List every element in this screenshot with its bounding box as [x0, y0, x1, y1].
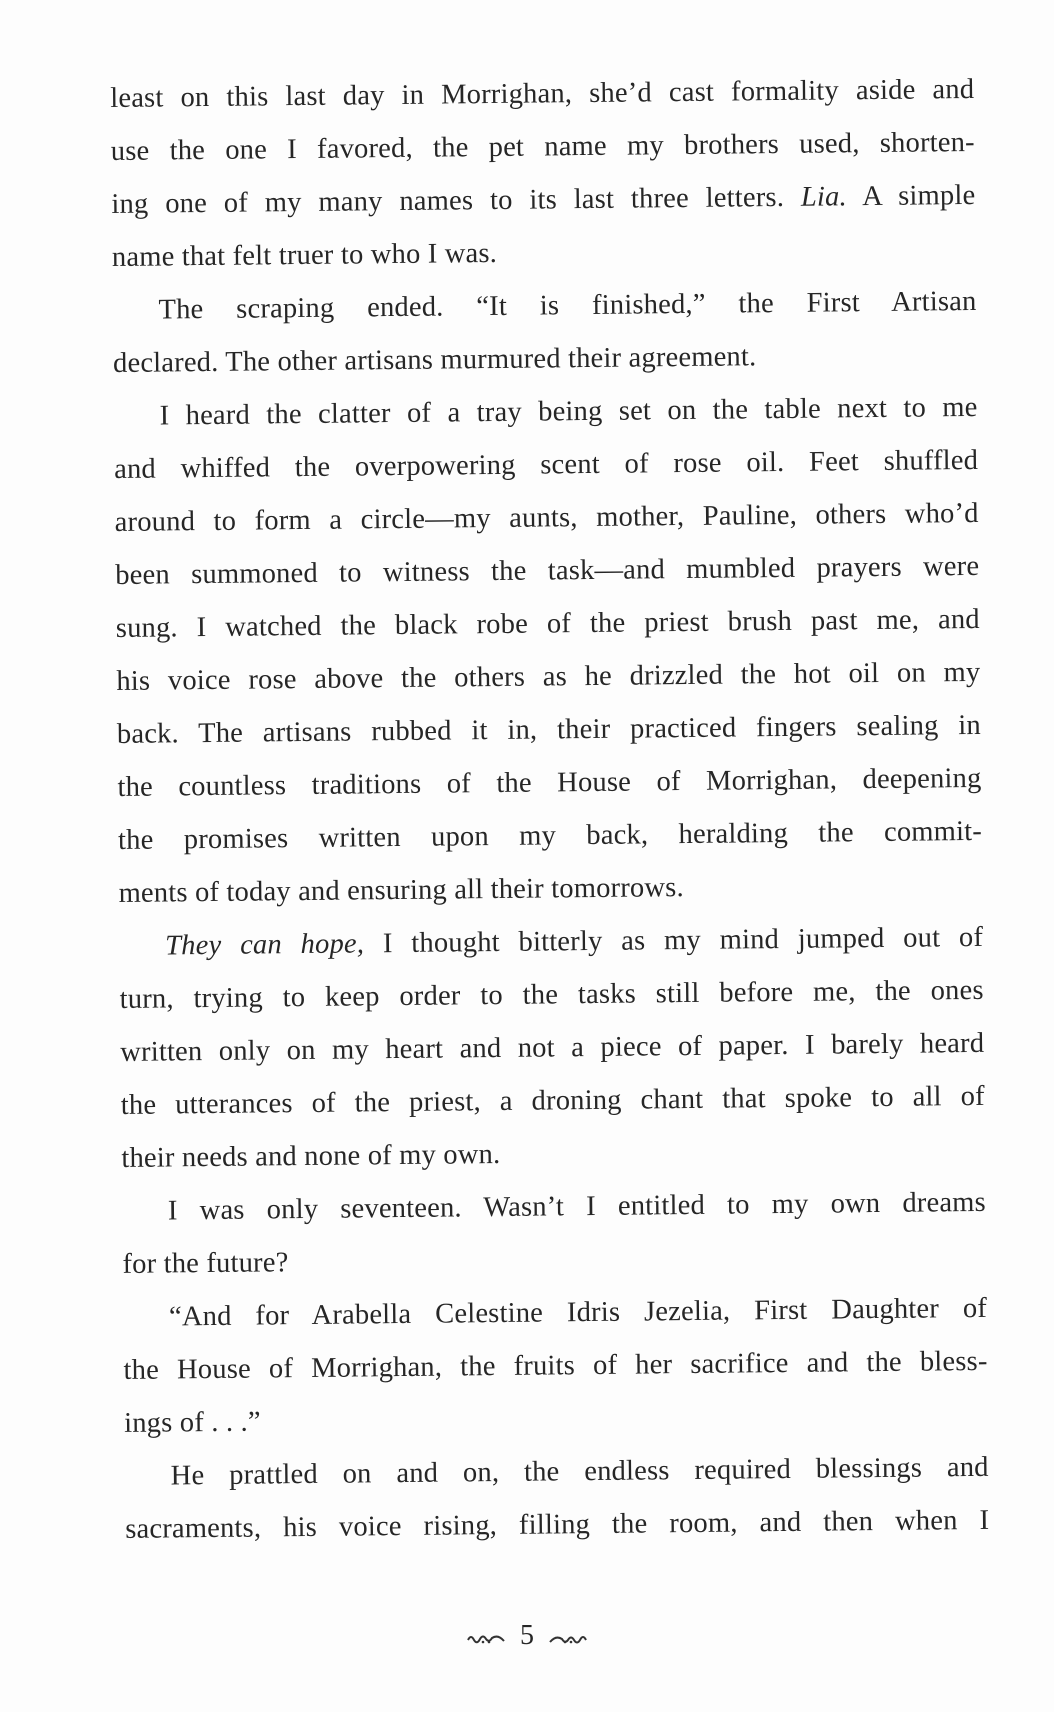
text-segment: use the one I favored, the pet name my brothers used, shorten-: [110, 126, 975, 167]
page-number: 5: [520, 1620, 534, 1651]
text-segment: his voice rose above the others as he drizzled the hot oil on my: [116, 656, 981, 697]
text-segment: He prattled on and on, the endless required blessings and: [170, 1451, 989, 1492]
text-segment: the countless traditions of the House of Morrighan, deepening: [117, 762, 982, 803]
text-line: [122, 1229, 987, 1291]
text-line: [112, 275, 977, 337]
text-segment: A simple: [846, 179, 976, 213]
italic-text: Lia.: [800, 181, 848, 213]
text-segment: their needs and none of my own.: [121, 1138, 501, 1174]
text-segment: turn, trying to keep order to the tasks still before me, the ones: [119, 974, 984, 1015]
text-segment: around to form a circle—my aunts, mother, Pauline, others who’d: [114, 497, 979, 538]
text-segment: the promises written upon my back, heralding the commit-: [117, 815, 983, 856]
text-line: [115, 540, 980, 602]
text-line: [117, 752, 982, 814]
text-segment: least on this last day in Morrighan, she’d cast formality aside and: [110, 73, 975, 114]
text-segment: name that felt truer to who I was.: [111, 237, 498, 273]
text-segment: and whiffed the overpowering scent of rose oil. Feet shuffled: [114, 444, 979, 485]
text-line: [113, 328, 978, 390]
text-line: [125, 1494, 990, 1556]
text-line: [111, 116, 976, 178]
flourish-left-icon: [466, 1630, 506, 1646]
text-line: [112, 222, 977, 284]
body-text: [110, 63, 989, 1556]
flourish-right-icon: [548, 1630, 588, 1646]
text-line: [118, 805, 983, 867]
text-segment: back. The artisans rubbed it in, their practiced fingers sealing in: [116, 709, 982, 750]
text-line: [124, 1388, 989, 1450]
text-line: [118, 858, 983, 920]
text-line: [123, 1335, 988, 1397]
text-segment: written only on my heart and not a piece of paper. I barely heard: [120, 1027, 985, 1068]
text-segment: sacraments, his voice rising, filling the room, and then when I: [125, 1504, 990, 1545]
text-line: [123, 1282, 988, 1344]
text-segment: the utterances of the priest, a droning chant that spoke to all of: [120, 1080, 985, 1121]
text-segment: declared. The other artisans murmured their agreement.: [112, 341, 757, 379]
text-line: [119, 911, 984, 973]
text-line: [114, 487, 979, 549]
text-line: [120, 1017, 985, 1079]
text-segment: for the future?: [122, 1247, 289, 1280]
text-line: [110, 63, 975, 125]
text-segment: sung. I watched the black robe of the priest brush past me, and: [115, 603, 980, 644]
text-segment: I was only seventeen. Wasn’t I entitled to my own dreams: [167, 1186, 987, 1227]
italic-text: They can hope,: [164, 928, 365, 962]
text-line: [122, 1176, 987, 1238]
text-line: [114, 434, 979, 496]
text-line: [116, 593, 981, 655]
text-segment: the House of Morrighan, the fruits of her sacrifice and the bless-: [123, 1345, 988, 1386]
text-line: [121, 1123, 986, 1185]
text-segment: I heard the clatter of a tray being set on the table next to me: [159, 391, 978, 432]
text-line: [117, 699, 982, 761]
text-segment: The scraping ended. “It is finished,” the First Artisan: [158, 285, 977, 326]
text-segment: I thought bitterly as my mind jumped out of: [363, 921, 984, 960]
text-segment: ing one of my many names to its last three letters.: [111, 181, 802, 220]
text-segment: been summoned to witness the task—and mumbled prayers were: [115, 550, 980, 591]
text-line: [116, 646, 981, 708]
page-footer: [0, 1620, 1054, 1652]
text-segment: ments of today and ensuring all their tomorrows.: [118, 872, 684, 909]
text-line: [124, 1441, 989, 1503]
text-line: [119, 964, 984, 1026]
text-segment: “And for Arabella Celestine Idris Jezelia, First Daughter of: [168, 1292, 988, 1333]
text-segment: ings of . . .”: [123, 1406, 261, 1439]
text-line: [121, 1070, 986, 1132]
text-line: [111, 169, 976, 231]
text-line: [113, 381, 978, 443]
